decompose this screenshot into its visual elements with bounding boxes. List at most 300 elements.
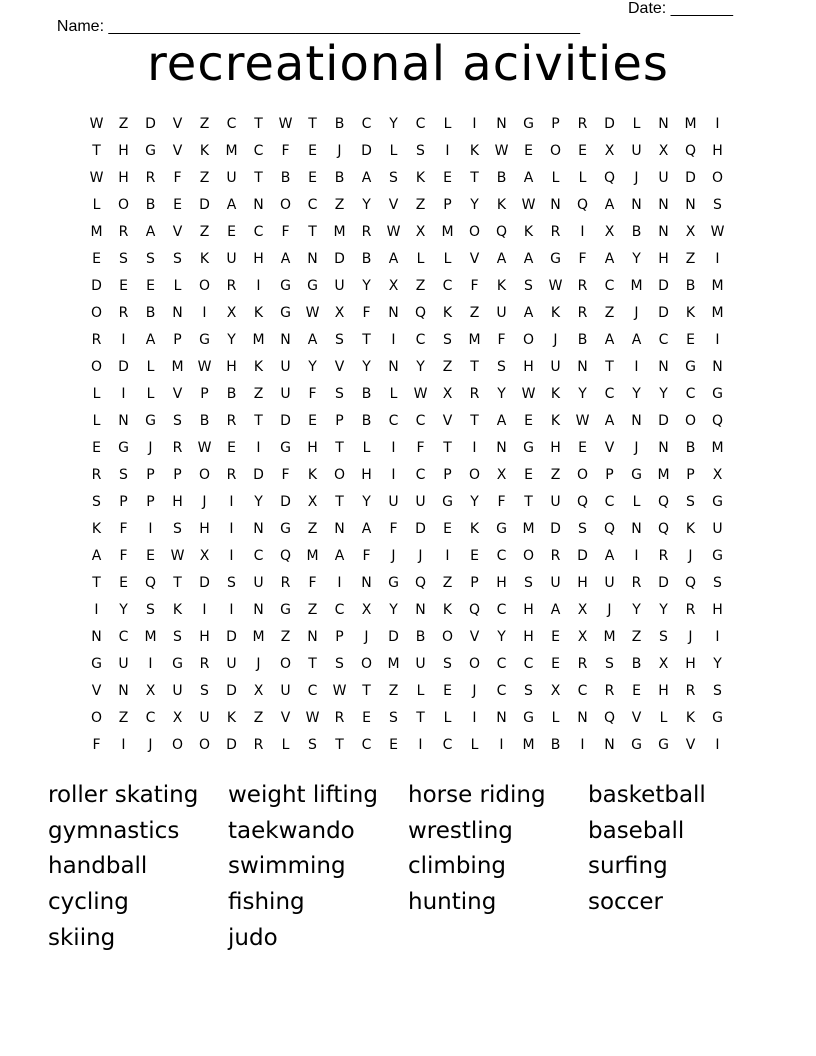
grid-letter: M [306, 548, 319, 564]
grid-letter: C [523, 656, 534, 672]
grid-letter: X [496, 467, 507, 483]
grid-letter: Y [362, 359, 371, 375]
grid-letter: I [715, 251, 720, 267]
grid-letter: S [92, 494, 101, 510]
grid-letter: X [145, 683, 156, 699]
grid-row [83, 327, 731, 354]
grid-letter: G [658, 737, 669, 753]
grid-letter: M [387, 656, 400, 672]
grid-letter: G [280, 305, 291, 321]
grid-letter: P [605, 467, 614, 483]
grid-letter: G [442, 494, 453, 510]
word-list-item: wrestling [408, 817, 513, 844]
grid-letter: M [468, 332, 481, 348]
grid-letter: C [253, 548, 264, 564]
grid-letter: O [576, 467, 589, 483]
grid-letter: M [657, 467, 670, 483]
grid-letter: K [550, 386, 561, 402]
grid-letter: Y [632, 386, 641, 402]
grid-letter: T [362, 332, 371, 348]
grid-letter: S [416, 143, 425, 159]
grid-letter: J [472, 683, 477, 699]
grid-letter: T [416, 710, 425, 726]
grid-letter: W [89, 170, 104, 186]
grid-letter: E [308, 413, 317, 429]
grid-letter: L [92, 413, 101, 429]
grid-letter: E [551, 629, 560, 645]
grid-letter: Z [199, 116, 210, 132]
grid-letter: I [472, 440, 477, 456]
grid-letter: X [442, 386, 453, 402]
grid-letter: R [280, 575, 291, 591]
grid-letter: R [199, 656, 210, 672]
page-title: recreational acivities [147, 36, 669, 92]
grid-letter: O [279, 197, 292, 213]
grid-letter: N [631, 197, 642, 213]
grid-letter: V [604, 440, 615, 456]
grid-letter: E [686, 332, 695, 348]
grid-letter: G [145, 413, 156, 429]
grid-letter: S [713, 683, 722, 699]
grid-letter: G [685, 359, 696, 375]
grid-letter: Z [550, 467, 561, 483]
grid-letter: S [119, 251, 128, 267]
grid-letter: E [119, 575, 128, 591]
grid-row [83, 408, 731, 435]
grid-letter: L [470, 737, 479, 753]
grid-letter: Q [144, 575, 157, 591]
grid-letter: S [173, 629, 182, 645]
grid-letter: H [577, 575, 588, 591]
grid-letter: S [173, 251, 182, 267]
grid-letter: X [172, 710, 183, 726]
grid-letter: Y [416, 359, 425, 375]
grid-letter: B [199, 413, 210, 429]
grid-letter: J [553, 332, 558, 348]
grid-letter: S [173, 413, 182, 429]
grid-letter: Y [119, 602, 128, 618]
grid-letter: W [170, 548, 185, 564]
grid-letter: N [172, 305, 183, 321]
grid-letter: C [496, 683, 507, 699]
grid-letter: N [550, 197, 561, 213]
grid-letter: I [121, 386, 126, 402]
grid-letter: T [335, 737, 344, 753]
grid-letter: D [91, 278, 102, 294]
grid-letter: B [361, 413, 372, 429]
grid-letter: I [256, 440, 261, 456]
grid-letter: M [711, 440, 724, 456]
grid-letter: R [469, 386, 480, 402]
grid-letter: A [145, 224, 156, 240]
grid-letter: M [522, 521, 535, 537]
grid-letter: E [92, 440, 101, 456]
grid-letter: O [90, 305, 103, 321]
grid-letter: N [253, 521, 264, 537]
grid-letter: S [497, 359, 506, 375]
grid-letter: N [604, 737, 615, 753]
grid-letter: W [710, 224, 725, 240]
grid-letter: U [226, 251, 237, 267]
grid-letter: A [604, 332, 615, 348]
grid-letter: O [468, 656, 481, 672]
grid-letter: A [334, 548, 345, 564]
grid-letter: S [173, 521, 182, 537]
grid-letter: U [415, 656, 426, 672]
grid-letter: B [280, 170, 291, 186]
grid-letter: D [334, 251, 345, 267]
grid-letter: I [391, 467, 396, 483]
grid-letter: V [685, 737, 696, 753]
grid-letter: H [199, 521, 210, 537]
grid-letter: C [577, 683, 588, 699]
grid-letter: A [550, 602, 561, 618]
grid-letter: A [226, 197, 237, 213]
grid-letter: R [577, 305, 588, 321]
grid-letter: I [634, 548, 639, 564]
grid-letter: D [361, 143, 372, 159]
grid-letter: P [335, 629, 344, 645]
word-list-item: horse riding [408, 782, 546, 808]
grid-letter: R [631, 575, 642, 591]
grid-letter: D [388, 629, 399, 645]
grid-letter: U [550, 575, 561, 591]
grid-letter: K [172, 602, 183, 618]
grid-letter: L [173, 278, 182, 294]
grid-letter: C [118, 629, 129, 645]
grid-letter: L [389, 386, 398, 402]
grid-letter: R [91, 332, 102, 348]
word-list-item: basketball [588, 782, 706, 808]
grid-letter: H [118, 143, 129, 159]
grid-letter: O [333, 467, 346, 483]
grid-letter: T [173, 575, 182, 591]
grid-letter: E [389, 737, 398, 753]
grid-letter: B [361, 386, 372, 402]
grid-letter: L [92, 197, 101, 213]
grid-row [83, 111, 731, 138]
grid-letter: K [496, 278, 507, 294]
grid-letter: B [415, 629, 426, 645]
grid-letter: U [280, 359, 291, 375]
grid-letter: E [443, 170, 452, 186]
grid-letter: S [335, 386, 344, 402]
grid-letter: M [333, 224, 346, 240]
grid-letter: P [173, 467, 182, 483]
grid-letter: R [658, 548, 669, 564]
grid-letter: D [550, 521, 561, 537]
grid-letter: N [334, 521, 345, 537]
grid-letter: G [280, 602, 291, 618]
grid-letter: A [604, 548, 615, 564]
grid-letter: V [442, 413, 453, 429]
grid-row [83, 732, 731, 759]
grid-letter: Y [362, 278, 371, 294]
grid-letter: P [146, 467, 155, 483]
grid-letter: D [658, 413, 669, 429]
grid-letter: U [550, 359, 561, 375]
grid-letter: G [550, 251, 561, 267]
grid-letter: K [307, 467, 318, 483]
grid-letter: B [685, 440, 696, 456]
grid-letter: Z [253, 710, 264, 726]
grid-letter: X [334, 305, 345, 321]
grid-letter: A [145, 332, 156, 348]
grid-letter: Q [684, 143, 697, 159]
word-list-item: taekwando [228, 817, 355, 844]
grid-letter: S [335, 656, 344, 672]
grid-letter: A [280, 251, 291, 267]
grid-letter: H [658, 683, 669, 699]
grid-row [83, 624, 731, 651]
grid-letter: K [685, 710, 696, 726]
word-list-item: weight lifting [228, 782, 378, 808]
grid-letter: X [253, 683, 264, 699]
grid-letter: G [712, 494, 723, 510]
grid-letter: I [391, 440, 396, 456]
grid-letter: X [226, 305, 237, 321]
grid-letter: T [254, 116, 263, 132]
grid-letter: N [712, 359, 723, 375]
grid-letter: O [117, 197, 130, 213]
grid-letter: R [550, 548, 561, 564]
grid-letter: M [252, 629, 265, 645]
grid-letter: V [469, 251, 480, 267]
grid-letter: Y [497, 386, 506, 402]
grid-letter: V [631, 710, 642, 726]
word-list-item: baseball [588, 817, 685, 844]
grid-letter: G [712, 386, 723, 402]
grid-letter: C [604, 278, 615, 294]
grid-letter: M [252, 332, 265, 348]
grid-letter: D [145, 116, 156, 132]
grid-letter: S [686, 494, 695, 510]
grid-row [83, 651, 731, 678]
grid-letter: S [578, 521, 587, 537]
grid-letter: G [388, 575, 399, 591]
grid-letter: X [199, 548, 210, 564]
grid-letter: U [172, 683, 183, 699]
grid-letter: G [280, 521, 291, 537]
grid-letter: W [386, 224, 401, 240]
grid-letter: T [92, 143, 101, 159]
grid-letter: C [658, 332, 669, 348]
grid-letter: F [362, 548, 371, 564]
grid-letter: X [604, 143, 615, 159]
grid-letter: Y [632, 602, 641, 618]
grid-letter: C [415, 413, 426, 429]
grid-letter: R [226, 467, 237, 483]
grid-letter: R [118, 224, 129, 240]
grid-letter: F [308, 386, 317, 402]
grid-letter: R [334, 710, 345, 726]
grid-letter: I [121, 332, 126, 348]
grid-row [83, 489, 731, 516]
grid-letter: Z [388, 683, 399, 699]
grid-letter: H [550, 440, 561, 456]
grid-letter: C [307, 197, 318, 213]
grid-letter: Q [603, 710, 616, 726]
grid-letter: A [361, 521, 372, 537]
grid-letter: P [443, 467, 452, 483]
grid-letter: O [90, 710, 103, 726]
grid-letter: T [362, 683, 371, 699]
grid-letter: O [468, 224, 481, 240]
grid-letter: D [226, 737, 237, 753]
grid-letter: H [523, 359, 534, 375]
word-list-item: swimming [228, 853, 346, 880]
grid-letter: C [442, 278, 453, 294]
grid-letter: C [226, 116, 237, 132]
grid-letter: F [281, 224, 290, 240]
grid-letter: L [659, 710, 668, 726]
word-list-item: cycling [48, 889, 129, 916]
grid-letter: E [524, 143, 533, 159]
grid-letter: U [631, 143, 642, 159]
grid-letter: I [94, 602, 99, 618]
grid-letter: U [253, 575, 264, 591]
grid-letter: O [711, 170, 724, 186]
grid-letter: M [603, 629, 616, 645]
grid-letter: Q [711, 413, 724, 429]
grid-letter: Z [415, 197, 426, 213]
grid-letter: H [172, 494, 183, 510]
grid-letter: W [197, 440, 212, 456]
grid-letter: N [658, 116, 669, 132]
grid-letter: G [496, 521, 507, 537]
grid-letter: Z [469, 305, 480, 321]
grid-letter: E [524, 467, 533, 483]
grid-letter: J [256, 656, 261, 672]
grid-letter: U [550, 494, 561, 510]
grid-letter: X [604, 224, 615, 240]
grid-letter: F [497, 494, 506, 510]
grid-row [83, 516, 731, 543]
grid-letter: F [308, 575, 317, 591]
grid-letter: O [522, 332, 535, 348]
grid-letter: C [145, 710, 156, 726]
grid-letter: W [413, 386, 428, 402]
grid-letter: S [443, 656, 452, 672]
grid-letter: P [551, 116, 560, 132]
grid-letter: J [634, 170, 639, 186]
grid-letter: E [227, 440, 236, 456]
grid-letter: G [91, 656, 102, 672]
grid-letter: J [391, 548, 396, 564]
grid-letter: O [90, 359, 103, 375]
grid-letter: K [469, 143, 480, 159]
grid-letter: A [91, 548, 102, 564]
word-list-item: roller skating [48, 782, 199, 808]
grid-letter: A [496, 413, 507, 429]
grid-letter: Q [468, 602, 481, 618]
grid-letter: A [523, 251, 534, 267]
grid-letter: B [145, 197, 156, 213]
grid-letter: Q [576, 494, 589, 510]
grid-letter: T [308, 656, 317, 672]
grid-letter: T [254, 413, 263, 429]
grid-letter: E [146, 278, 155, 294]
word-list-item: hunting [408, 889, 497, 916]
grid-letter: L [443, 251, 452, 267]
grid-letter: O [198, 737, 211, 753]
grid-row [83, 543, 731, 570]
grid-letter: B [631, 656, 642, 672]
grid-letter: B [496, 170, 507, 186]
grid-letter: I [715, 737, 720, 753]
grid-letter: M [441, 224, 454, 240]
grid-letter: S [713, 197, 722, 213]
grid-letter: O [549, 143, 562, 159]
grid-letter: I [229, 521, 234, 537]
grid-letter: O [198, 278, 211, 294]
grid-row [83, 678, 731, 705]
grid-letter: E [470, 548, 479, 564]
grid-letter: I [580, 224, 585, 240]
grid-letter: P [146, 494, 155, 510]
grid-letter: A [604, 251, 615, 267]
grid-letter: F [173, 170, 182, 186]
grid-letter: Q [279, 548, 292, 564]
grid-letter: G [712, 710, 723, 726]
grid-letter: L [389, 143, 398, 159]
grid-letter: X [388, 278, 399, 294]
grid-letter: C [253, 143, 264, 159]
grid-letter: W [305, 305, 320, 321]
grid-letter: N [685, 197, 696, 213]
grid-letter: K [550, 305, 561, 321]
grid-row [83, 435, 731, 462]
name-field[interactable]: Name: _____________________________________________________ [56, 18, 581, 35]
grid-letter: Z [307, 602, 318, 618]
word-list-item: fishing [228, 889, 305, 916]
grid-letter: Q [603, 521, 616, 537]
grid-letter: B [334, 116, 345, 132]
date-field[interactable]: Date: _______ [628, 0, 733, 17]
grid-letter: Y [362, 494, 371, 510]
grid-letter: C [496, 656, 507, 672]
grid-letter: X [658, 656, 669, 672]
grid-letter: W [575, 413, 590, 429]
grid-letter: I [148, 521, 153, 537]
grid-letter: H [712, 143, 723, 159]
grid-letter: G [631, 467, 642, 483]
grid-letter: X [577, 602, 588, 618]
grid-letter: I [391, 332, 396, 348]
grid-letter: P [200, 386, 209, 402]
grid-letter: U [712, 521, 723, 537]
grid-row [83, 138, 731, 165]
grid-letter: C [388, 413, 399, 429]
grid-letter: F [470, 278, 479, 294]
grid-letter: R [604, 683, 615, 699]
grid-letter: S [389, 170, 398, 186]
grid-letter: U [334, 278, 345, 294]
grid-letter: R [118, 305, 129, 321]
grid-letter: U [226, 656, 237, 672]
grid-letter: N [658, 224, 669, 240]
grid-letter: R [577, 116, 588, 132]
grid-letter: X [685, 224, 696, 240]
grid-letter: N [415, 602, 426, 618]
grid-letter: W [494, 143, 509, 159]
grid-letter: S [713, 575, 722, 591]
grid-letter: T [254, 170, 263, 186]
grid-letter: Z [415, 278, 426, 294]
grid-letter: S [443, 332, 452, 348]
grid-letter: N [577, 359, 588, 375]
grid-letter: T [308, 224, 317, 240]
